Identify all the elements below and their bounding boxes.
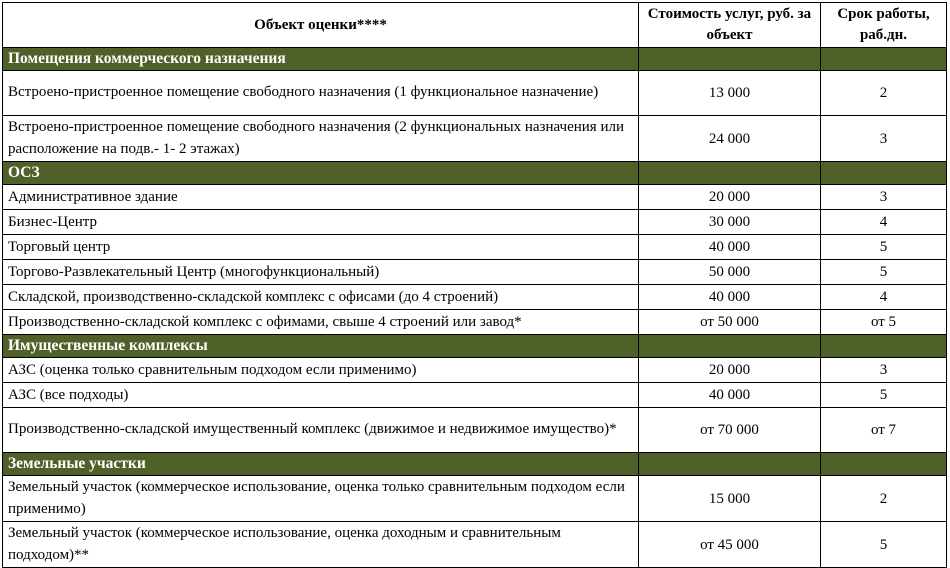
object-name-cell: Производственно-складской комплекс с офимами, свыше 4 строений или завод*: [3, 310, 639, 335]
section-row: [3, 453, 947, 476]
price-cell: 13 000: [639, 71, 821, 116]
object-name-cell: АЗС (оценка только сравнительным подходом если применимо): [3, 358, 639, 383]
object-name-cell: Земельный участок (коммерческое использование, оценка только сравнительным подходом если применимо): [3, 476, 639, 522]
object-name-cell: Торгово-Развлекательный Центр (многофункциональный): [3, 260, 639, 285]
object-name-cell: Административное здание: [3, 185, 639, 210]
price-cell: 40 000: [639, 285, 821, 310]
term-cell: 4: [821, 210, 947, 235]
header-term: Срок работы, раб.дн.: [821, 3, 947, 48]
price-cell: 40 000: [639, 235, 821, 260]
object-name-cell: Складской, производственно-складской комплекс с офисами (до 4 строений): [3, 285, 639, 310]
table-row: [3, 116, 947, 162]
table-row: [3, 260, 947, 285]
table-header-row: [3, 3, 947, 48]
price-cell: 24 000: [639, 116, 821, 162]
term-cell: 5: [821, 383, 947, 408]
object-name-cell: Производственно-складской имущественный комплекс (движимое и недвижимое имущество)*: [3, 408, 639, 453]
section-price-cell: [639, 162, 821, 185]
object-name-cell: АЗС (все подходы): [3, 383, 639, 408]
object-name-cell: Бизнес-Центр: [3, 210, 639, 235]
table-row: [3, 408, 947, 453]
term-cell: 5: [821, 522, 947, 568]
table-row: [3, 210, 947, 235]
section-row: [3, 48, 947, 71]
price-cell: 20 000: [639, 358, 821, 383]
table-row: [3, 383, 947, 408]
term-cell: от 7: [821, 408, 947, 453]
price-cell: от 45 000: [639, 522, 821, 568]
table-row: [3, 358, 947, 383]
section-term-cell: [821, 335, 947, 358]
price-cell: 40 000: [639, 383, 821, 408]
pricing-table: [2, 2, 947, 568]
price-cell: от 70 000: [639, 408, 821, 453]
section-price-cell: [639, 453, 821, 476]
section-title: Имущественные комплексы: [3, 335, 639, 358]
price-cell: 20 000: [639, 185, 821, 210]
table-row: [3, 522, 947, 568]
object-name-cell: Торговый центр: [3, 235, 639, 260]
term-cell: 2: [821, 476, 947, 522]
section-row: [3, 162, 947, 185]
term-cell: 5: [821, 235, 947, 260]
section-term-cell: [821, 48, 947, 71]
section-title: ОСЗ: [3, 162, 639, 185]
table-row: [3, 285, 947, 310]
header-price: Стоимость услуг, руб. за объект: [639, 3, 821, 48]
object-name-cell: Земельный участок (коммерческое использование, оценка доходным и сравнительным подходом)**: [3, 522, 639, 568]
price-cell: 15 000: [639, 476, 821, 522]
term-cell: 2: [821, 71, 947, 116]
price-cell: 30 000: [639, 210, 821, 235]
table-row: [3, 235, 947, 260]
term-cell: от 5: [821, 310, 947, 335]
price-cell: от 50 000: [639, 310, 821, 335]
table-row: [3, 310, 947, 335]
table-row: [3, 71, 947, 116]
table-body: [3, 48, 947, 568]
term-cell: 3: [821, 358, 947, 383]
term-cell: 5: [821, 260, 947, 285]
object-name-cell: Встроено-пристроенное помещение свободного назначения (2 функциональных назначения или расположение на подв.- 1- 2 этажах): [3, 116, 639, 162]
table-row: [3, 476, 947, 522]
header-object: Объект оценки****: [3, 3, 639, 48]
term-cell: 3: [821, 185, 947, 210]
object-name-cell: Встроено-пристроенное помещение свободного назначения (1 функциональное назначение): [3, 71, 639, 116]
term-cell: 4: [821, 285, 947, 310]
price-cell: 50 000: [639, 260, 821, 285]
section-title: Помещения коммерческого назначения: [3, 48, 639, 71]
term-cell: 3: [821, 116, 947, 162]
section-term-cell: [821, 453, 947, 476]
section-title: Земельные участки: [3, 453, 639, 476]
section-price-cell: [639, 335, 821, 358]
section-price-cell: [639, 48, 821, 71]
section-term-cell: [821, 162, 947, 185]
table-row: [3, 185, 947, 210]
section-row: [3, 335, 947, 358]
